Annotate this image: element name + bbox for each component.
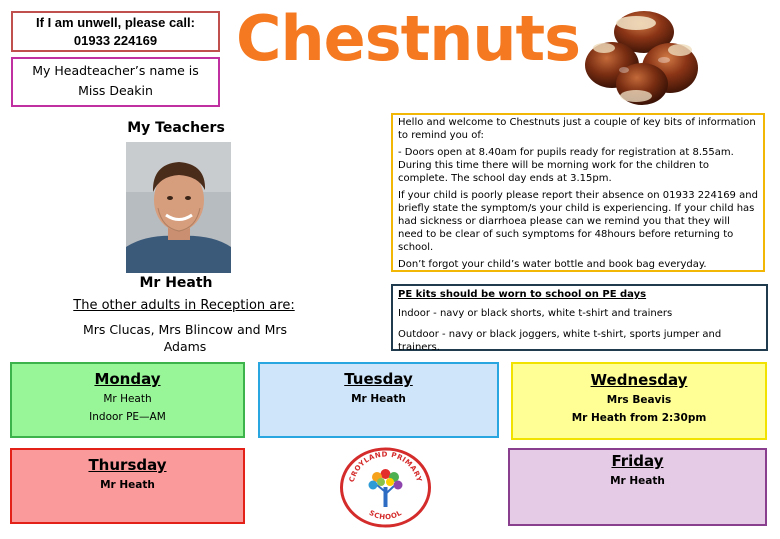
pe-kit-outdoor: Outdoor - navy or black joggers, white t-shirt, sports jumper and trainers.: [398, 329, 722, 353]
day-name: Friday: [611, 452, 664, 470]
headteacher-label: My Headteacher’s name is: [32, 63, 199, 78]
teachers-heading: My Teachers: [127, 120, 225, 136]
school-logo: [339, 447, 432, 528]
day-thursday: [10, 448, 245, 524]
teacher-name: Mr Heath: [139, 275, 213, 291]
pe-kit-notice: [391, 284, 768, 351]
welcome-absence-info: If your child is poorly please report their absence on 01933 224169 and briefly state the symptom/s your child is experiencing. If your child has had sickness or diarrhoea please can we remind you that they will need to be clear of such symptoms for 48hours before returning to school.: [398, 190, 758, 253]
chestnuts-image: [584, 10, 700, 108]
day-staff: Mr Heath: [103, 393, 152, 405]
page-title: Chestnuts: [236, 2, 581, 75]
unwell-call-box: [11, 11, 220, 52]
teacher-photo: [126, 142, 231, 273]
day-name: Thursday: [88, 456, 167, 474]
day-staff: Mr Heath: [610, 475, 665, 487]
day-name: Tuesday: [344, 370, 413, 388]
day-name: Monday: [94, 370, 161, 388]
unwell-call-text: If I am unwell, please call:: [36, 15, 195, 30]
headteacher-box: [11, 57, 220, 107]
welcome-notice: [391, 113, 765, 272]
logo-school-word: SCHOOL: [367, 508, 404, 522]
day-friday: [508, 448, 767, 526]
unwell-call-phone: 01933 224169: [73, 33, 158, 48]
headteacher-name: Miss Deakin: [78, 83, 153, 98]
day-wednesday: [511, 362, 767, 440]
day-note: Indoor PE—AM: [89, 411, 166, 423]
day-name: Wednesday: [590, 371, 688, 389]
welcome-reminder: Don’t forgot your child’s water bottle and book bag everyday.: [398, 259, 707, 270]
day-monday: [10, 362, 245, 438]
day-staff: Mr Heath: [351, 393, 406, 405]
day-staff: Mrs Beavis: [606, 394, 672, 406]
pe-kit-title: PE kits should be worn to school on PE days: [398, 289, 647, 300]
day-staff: Mr Heath: [100, 479, 155, 491]
welcome-intro: Hello and welcome to Chestnuts just a couple of key bits of information to remind you of:: [398, 117, 756, 141]
pe-kit-indoor: Indoor - navy or black shorts, white t-shirt and trainers: [398, 308, 673, 319]
other-adults-names: Mrs Clucas, Mrs Blincow and Mrs Adams: [82, 322, 288, 354]
welcome-doors-info: - Doors open at 8.40am for pupils ready for registration at 8.55am. During this time there will be morning work for the children to complete. The school day ends at 3.15pm.: [398, 147, 734, 184]
day-tuesday: [258, 362, 499, 438]
day-note: Mr Heath from 2:30pm: [571, 412, 707, 424]
other-adults-heading: The other adults in Reception are:: [73, 298, 295, 313]
logo-school-name: CROYLAND PRIMARY: [347, 450, 424, 484]
